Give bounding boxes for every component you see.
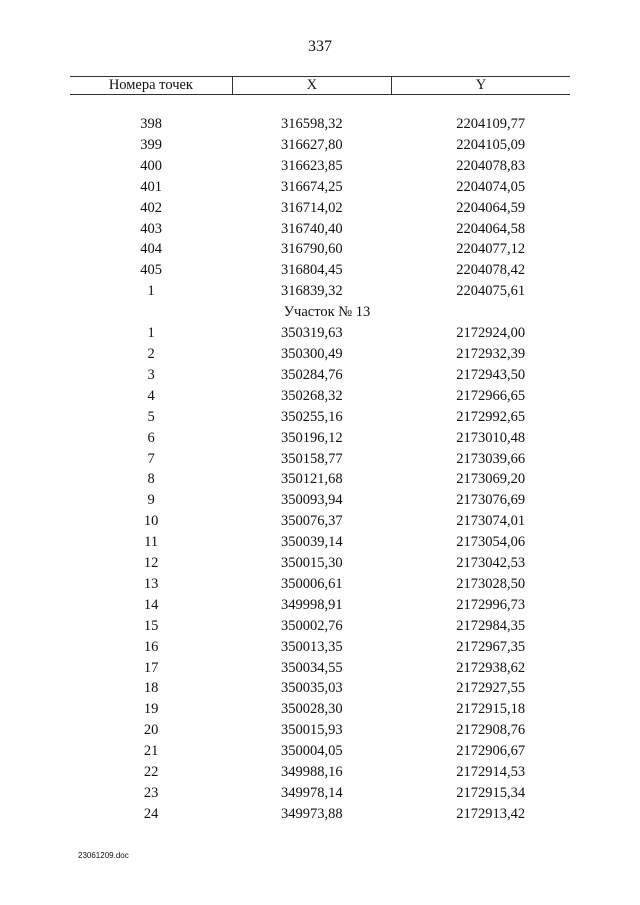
table-row <box>70 428 570 449</box>
x-coordinate-cell: 350284,76 <box>281 366 343 383</box>
point-number-cell: 20 <box>143 722 159 739</box>
x-coordinate-cell: 350196,12 <box>281 429 343 446</box>
table-row <box>70 344 570 365</box>
x-coordinate-cell: 316804,45 <box>281 262 343 279</box>
x-coordinate-cell: 350268,32 <box>281 387 343 404</box>
y-coordinate-cell: 2204064,59 <box>456 199 526 216</box>
table-spacer <box>70 95 570 115</box>
y-coordinate-cell: 2172908,76 <box>456 722 526 739</box>
x-coordinate-cell: 316714,02 <box>281 199 343 216</box>
x-coordinate-cell: 350028,30 <box>281 701 343 718</box>
section-title: Участок № 13 <box>283 304 371 321</box>
table-body <box>70 95 570 825</box>
point-number-cell: 3 <box>147 366 155 383</box>
table-row <box>70 741 570 762</box>
x-coordinate-cell: 350006,61 <box>281 575 343 592</box>
table-row <box>70 386 570 407</box>
table-row <box>70 239 570 260</box>
point-number-cell: 11 <box>144 534 159 551</box>
y-coordinate-cell: 2172938,62 <box>456 659 526 676</box>
y-coordinate-cell: 2204078,83 <box>456 157 526 174</box>
header-point-numbers: Номера точек <box>70 77 232 95</box>
point-number-cell: 6 <box>147 429 155 446</box>
y-coordinate-cell: 2173039,66 <box>456 450 526 467</box>
y-coordinate-cell: 2172943,50 <box>456 366 526 383</box>
point-number-cell: 400 <box>140 157 163 174</box>
table-row <box>70 260 570 281</box>
table-row <box>70 658 570 679</box>
table-row <box>70 762 570 783</box>
table-row <box>70 365 570 386</box>
x-coordinate-cell: 350121,68 <box>281 471 343 488</box>
point-number-cell: 24 <box>143 805 159 822</box>
x-coordinate-cell: 349978,14 <box>281 785 343 801</box>
x-coordinate-cell: 316627,80 <box>281 136 343 153</box>
x-coordinate-cell: 350255,16 <box>281 408 343 425</box>
point-number-cell: 9 <box>147 492 155 509</box>
x-coordinate-cell: 350015,30 <box>281 555 343 572</box>
y-coordinate-cell: 2173028,50 <box>456 575 526 592</box>
y-coordinate-cell: 2172906,67 <box>456 743 526 760</box>
x-coordinate-cell: 350035,03 <box>281 680 343 697</box>
y-coordinate-cell: 2172913,42 <box>456 805 526 822</box>
table-row <box>70 553 570 574</box>
point-number-cell: 23 <box>143 785 159 801</box>
table-row <box>70 532 570 553</box>
y-coordinate-cell: 2172927,55 <box>456 680 526 697</box>
point-number-cell: 18 <box>143 680 159 697</box>
section-title-row <box>70 302 570 323</box>
y-coordinate-cell: 2173069,20 <box>456 471 526 488</box>
table-row <box>70 323 570 344</box>
table-row <box>70 469 570 490</box>
table-header-row <box>70 77 570 95</box>
x-coordinate-cell: 350158,77 <box>281 450 343 467</box>
point-number-cell: 12 <box>143 555 159 572</box>
x-coordinate-cell: 316623,85 <box>281 157 343 174</box>
point-number-cell: 17 <box>143 659 159 676</box>
y-coordinate-cell: 2204077,12 <box>456 241 526 258</box>
y-coordinate-cell: 2173074,01 <box>456 513 526 530</box>
y-coordinate-cell: 2172996,73 <box>456 596 526 613</box>
x-coordinate-cell: 350039,14 <box>281 534 343 551</box>
point-number-cell: 1 <box>147 325 155 342</box>
table-row <box>70 114 570 135</box>
table-row <box>70 198 570 219</box>
y-coordinate-cell: 2172992,65 <box>456 408 526 425</box>
x-coordinate-cell: 316674,25 <box>281 178 343 195</box>
y-coordinate-cell: 2204105,09 <box>456 136 526 153</box>
table-row <box>70 177 570 198</box>
point-number-cell: 404 <box>140 241 163 258</box>
y-coordinate-cell: 2173076,69 <box>456 492 526 509</box>
point-number-cell: 19 <box>143 701 159 718</box>
table-row <box>70 490 570 511</box>
point-number-cell: 2 <box>147 345 155 362</box>
point-number-cell: 405 <box>140 262 163 279</box>
y-coordinate-cell: 2172915,18 <box>456 701 526 718</box>
x-coordinate-cell: 316598,32 <box>281 116 343 132</box>
point-number-cell: 7 <box>147 450 155 467</box>
point-number-cell: 22 <box>143 764 159 781</box>
point-number-cell: 10 <box>143 513 159 530</box>
x-coordinate-cell: 350319,63 <box>281 325 343 342</box>
table-row <box>70 511 570 532</box>
header-x: X <box>232 77 391 95</box>
table-row <box>70 407 570 428</box>
point-number-cell: 399 <box>140 136 163 153</box>
y-coordinate-cell: 2204078,42 <box>456 262 526 279</box>
table-row <box>70 804 570 825</box>
x-coordinate-cell: 350015,93 <box>281 722 343 739</box>
point-number-cell: 398 <box>140 116 163 132</box>
table-row <box>70 449 570 470</box>
table-row <box>70 156 570 177</box>
y-coordinate-cell: 2173010,48 <box>456 429 526 446</box>
table-row <box>70 574 570 595</box>
point-number-cell: 4 <box>147 387 155 404</box>
point-number-cell: 15 <box>143 617 159 634</box>
table-row <box>70 637 570 658</box>
x-coordinate-cell: 350076,37 <box>281 513 343 530</box>
point-number-cell: 13 <box>143 575 159 592</box>
coordinates-table <box>70 76 570 825</box>
table-row <box>70 699 570 720</box>
x-coordinate-cell: 350093,94 <box>281 492 343 509</box>
table-row <box>70 595 570 616</box>
x-coordinate-cell: 350013,35 <box>281 638 343 655</box>
x-coordinate-cell: 350004,05 <box>281 743 343 760</box>
x-coordinate-cell: 316839,32 <box>281 283 343 300</box>
file-name-footer: 23061209.doc <box>78 851 129 860</box>
table-row <box>70 135 570 156</box>
table-row <box>70 678 570 699</box>
y-coordinate-cell: 2204109,77 <box>456 116 526 132</box>
point-number-cell: 8 <box>147 471 155 488</box>
table-row <box>70 720 570 741</box>
x-coordinate-cell: 350300,49 <box>281 345 343 362</box>
y-coordinate-cell: 2172932,39 <box>456 345 526 362</box>
y-coordinate-cell: 2172924,00 <box>456 325 526 342</box>
x-coordinate-cell: 316790,60 <box>281 241 343 258</box>
y-coordinate-cell: 2172966,65 <box>456 387 526 404</box>
x-coordinate-cell: 316740,40 <box>281 220 343 237</box>
x-coordinate-cell: 349988,16 <box>281 764 343 781</box>
point-number-cell: 5 <box>147 408 155 425</box>
table-row <box>70 281 570 302</box>
point-number-cell: 16 <box>143 638 159 655</box>
x-coordinate-cell: 350002,76 <box>281 617 343 634</box>
point-number-cell: 401 <box>140 178 163 195</box>
y-coordinate-cell: 2173054,06 <box>456 534 526 551</box>
table-row <box>70 616 570 637</box>
header-y: Y <box>391 77 570 95</box>
page-number: 337 <box>308 38 332 55</box>
x-coordinate-cell: 350034,55 <box>281 659 343 676</box>
y-coordinate-cell: 2172967,35 <box>456 638 526 655</box>
y-coordinate-cell: 2172915,34 <box>456 785 526 801</box>
y-coordinate-cell: 2172984,35 <box>456 617 526 634</box>
point-number-cell: 14 <box>143 596 159 613</box>
x-coordinate-cell: 349973,88 <box>281 805 343 822</box>
y-coordinate-cell: 2204074,05 <box>456 178 526 195</box>
point-number-cell: 21 <box>143 743 159 760</box>
point-number-cell: 403 <box>140 220 163 237</box>
point-number-cell: 402 <box>140 199 163 216</box>
x-coordinate-cell: 349998,91 <box>281 596 343 613</box>
y-coordinate-cell: 2172914,53 <box>456 764 526 781</box>
y-coordinate-cell: 2204064,58 <box>456 220 526 237</box>
point-number-cell: 1 <box>147 283 155 300</box>
y-coordinate-cell: 2173042,53 <box>456 555 526 572</box>
table-row <box>70 219 570 240</box>
y-coordinate-cell: 2204075,61 <box>456 283 526 300</box>
table-row <box>70 783 570 804</box>
